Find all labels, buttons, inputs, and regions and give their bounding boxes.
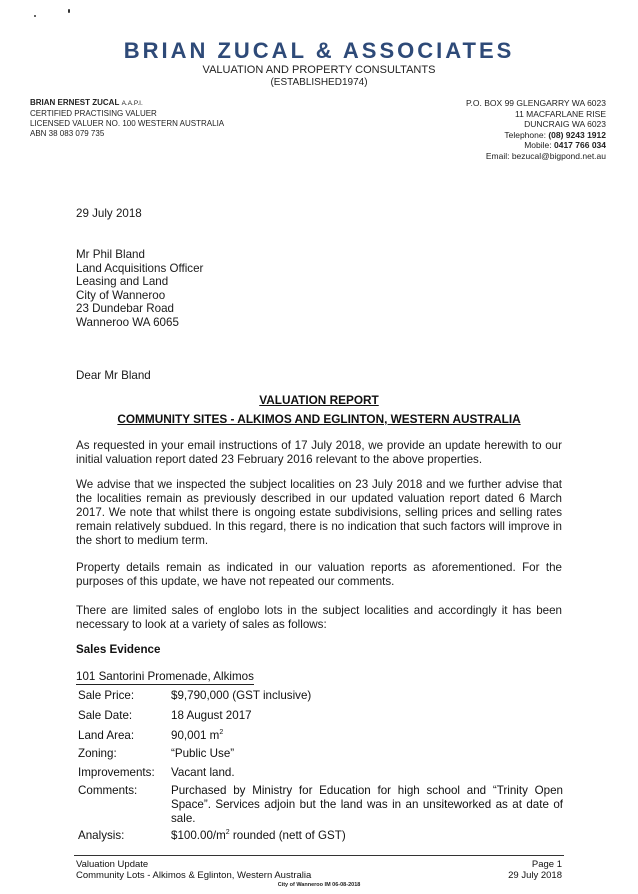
mobile-number: 0417 766 034: [554, 140, 606, 150]
recipient-street: 23 Dundebar Road: [76, 302, 174, 316]
footer-page-number: Page 1: [531, 859, 562, 870]
sales-evidence-heading: Sales Evidence: [76, 643, 161, 656]
contact-email: Email: bezucal@bigpond.net.au: [485, 150, 606, 161]
land-area-value: [171, 729, 563, 743]
footer-date: 29 July 2018: [508, 870, 562, 881]
firm-name: BRIAN ZUCAL & ASSOCIATES: [123, 38, 515, 63]
paragraph-3: Property details remain as indicated in our valuation reports as aforementioned. For the purposes of this update, we have not repeated our comments.: [76, 561, 562, 588]
land-area-unit-exponent: 2: [219, 729, 224, 737]
valuer-post-nominal: A.A.P.I.: [121, 100, 143, 107]
valuer-name-line: [30, 98, 224, 109]
valuer-licence: LICENSED VALUER NO. 100 WESTERN AUSTRALIA: [30, 119, 225, 128]
contact-mobile-line: [466, 140, 606, 151]
footer-doc-subject: Community Lots - Alkimos & Eglinton, Western Australia: [76, 870, 312, 881]
valuer-abn: ABN 38 083 079 735: [30, 129, 105, 138]
recipient-org: City of Wanneroo: [76, 288, 166, 302]
contact-po-box: P.O. BOX 99 GLENGARRY WA 6023: [465, 98, 606, 108]
sale-price-value: $9,790,000 (GST inclusive): [171, 689, 312, 702]
recipient-city: Wanneroo WA 6065: [76, 315, 179, 329]
telephone-label: Telephone:: [504, 129, 546, 140]
footer-divider: [74, 855, 564, 856]
paragraph-1: As requested in your email instructions of 17 July 2018, we provide an update herewith to our initial valuation report dated 23 February 2016 relevant to the above properties.: [76, 439, 562, 466]
recipient-title: Land Acquisitions Officer: [76, 261, 204, 275]
zoning-label: Zoning:: [78, 747, 117, 760]
telephone-number: (08) 9243 1912: [548, 129, 606, 140]
analysis-rate: $100.00/m: [171, 829, 226, 842]
valuer-name: BRIAN ERNEST ZUCAL: [30, 98, 120, 107]
scan-speck: [68, 9, 70, 13]
letter-date: 29 July 2018: [76, 207, 142, 220]
sale-date-value: 18 August 2017: [171, 709, 252, 722]
land-area-label: Land Area:: [78, 729, 135, 742]
recipient-name: Mr Phil Bland: [76, 248, 145, 261]
zoning-value: “Public Use”: [171, 747, 235, 760]
records-stamp: City of Wanneroo IM 06-08-2018: [277, 882, 361, 888]
recipient-dept: Leasing and Land: [76, 275, 169, 289]
recipient-address: [76, 248, 203, 330]
improvements-label: Improvements:: [78, 766, 155, 779]
footer-doc-title: Valuation Update: [76, 859, 149, 870]
report-subheading-text: COMMUNITY SITES - ALKIMOS AND EGLINTON, WESTERN AUSTRALIA: [117, 412, 521, 426]
comments-value: Purchased by Ministry for Education for high school and “Trinity Open Space”. Services adjoin but the land was in an unsiteworked as at date of sale.: [171, 784, 563, 825]
analysis-note: rounded (nett of GST): [229, 829, 346, 842]
analysis-label: Analysis:: [78, 829, 125, 842]
sale-date-label: Sale Date:: [78, 709, 133, 722]
contact-details: [466, 98, 606, 161]
sale-property-address: 101 Santorini Promenade, Alkimos: [76, 670, 254, 683]
footer-left: [76, 859, 311, 881]
firm-subtitle: VALUATION AND PROPERTY CONSULTANTS: [202, 64, 436, 76]
contact-suburb: DUNCRAIG WA 6023: [524, 119, 606, 129]
footer-right: [508, 859, 562, 881]
firm-established: (ESTABLISHED1974): [270, 77, 368, 88]
paragraph-4: There are limited sales of englobo lots in the subject localities and accordingly it has been necessary to look at a variety of sales as follows:: [76, 604, 562, 631]
sale-price-label: Sale Price:: [78, 689, 135, 702]
report-subheading: [0, 412, 638, 426]
analysis-unit-exponent: 2: [225, 829, 230, 837]
mobile-label: Mobile:: [524, 140, 552, 150]
scan-speck: [34, 15, 36, 17]
valuer-certification: CERTIFIED PRACTISING VALUER: [30, 109, 157, 118]
land-area-number: 90,001 m: [171, 729, 220, 742]
contact-street: 11 MACFARLANE RISE: [514, 108, 606, 119]
salutation: Dear Mr Bland: [76, 369, 151, 382]
valuer-details: [30, 98, 224, 139]
paragraph-2: We advise that we inspected the subject localities on 23 July 2018 and we further advise that the localities remain as previously described in our updated valuation report dated 6 March 2017. We note that whilst there is ongoing estate subdivisions, selling prices and selling rates remain relatively subdued. In this regard, there is no indication that such factors will improve in the short to medium term.: [76, 478, 562, 547]
improvements-value: Vacant land.: [171, 766, 235, 779]
analysis-value: [171, 829, 563, 843]
report-heading-text: VALUATION REPORT: [259, 393, 379, 407]
contact-telephone-line: [466, 130, 606, 141]
report-heading: [0, 393, 638, 407]
comments-label: Comments:: [78, 784, 138, 797]
